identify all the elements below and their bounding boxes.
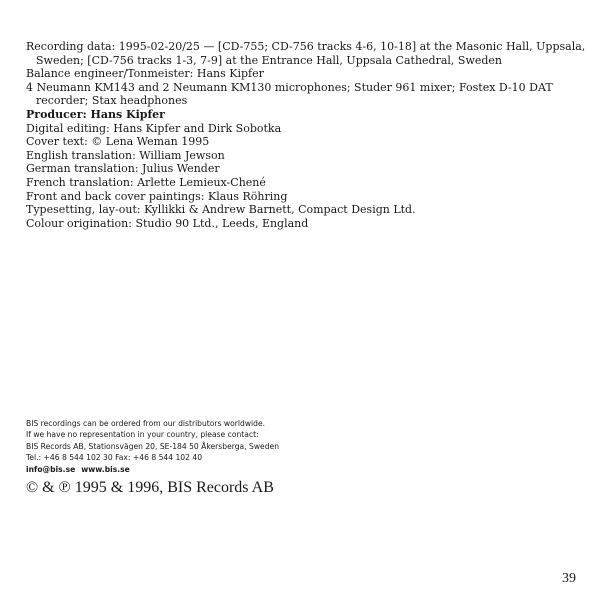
page-number: 39: [562, 571, 576, 586]
contact-address: BIS Records AB, Stationsvägen 20, SE-184 50 Åkersberga, Sweden: [26, 441, 280, 451]
typesetting: Typesetting, lay-out: Kyllikki & Andrew Barnett, Compact Design Ltd.: [26, 203, 416, 217]
copyright-notice: © & ℗ 1995 & 1996, BIS Records AB: [26, 479, 274, 496]
balance-engineer: Balance engineer/Tonmeister: Hans Kipfer: [26, 67, 264, 81]
cover-paintings: Front and back cover paintings: Klaus Röhring: [26, 189, 288, 203]
contact-web: [26, 464, 446, 475]
producer: Producer: Hans Kipfer: [26, 107, 165, 121]
email-link[interactable]: info@bis.se: [26, 464, 76, 474]
contact-line: BIS recordings can be ordered from our distributors worldwide.: [26, 419, 266, 428]
digital-editing: Digital editing: Hans Kipfer and Dirk Sobotka: [26, 121, 282, 135]
cover-text: Cover text: © Lena Weman 1995: [26, 135, 210, 149]
recording-credits: [26, 40, 586, 230]
equipment: 4 Neumann KM143 and 2 Neumann KM130 microphones; Studer 961 mixer; Fostex D-10 DAT recorder; Stax headphones: [26, 80, 553, 108]
contact-phone-fax: Tel.: +46 8 544 102 30 Fax: +46 8 544 102 40: [26, 453, 203, 463]
recording-data: Recording data: 1995-02-20/25 — [CD-755; CD-756 tracks 4-6, 10-18] at the Masonic Hall, Uppsala, Sweden; [CD-756 tracks 1-3, 7-9] at the Entrance Hall, Uppsala Cathedral, Sweden: [26, 40, 586, 67]
website-link[interactable]: www.bis.se: [81, 464, 130, 474]
contact-line: If we have no representation in your country, please contact:: [26, 430, 259, 440]
colour-origination: Colour origination: Studio 90 Ltd., Leeds, England: [26, 216, 309, 230]
english-translation: English translation: William Jewson: [26, 148, 225, 162]
distributor-contact: [26, 418, 446, 475]
french-translation: French translation: Arlette Lemieux-Chené: [26, 175, 266, 189]
german-translation: German translation: Julius Wender: [26, 162, 220, 176]
